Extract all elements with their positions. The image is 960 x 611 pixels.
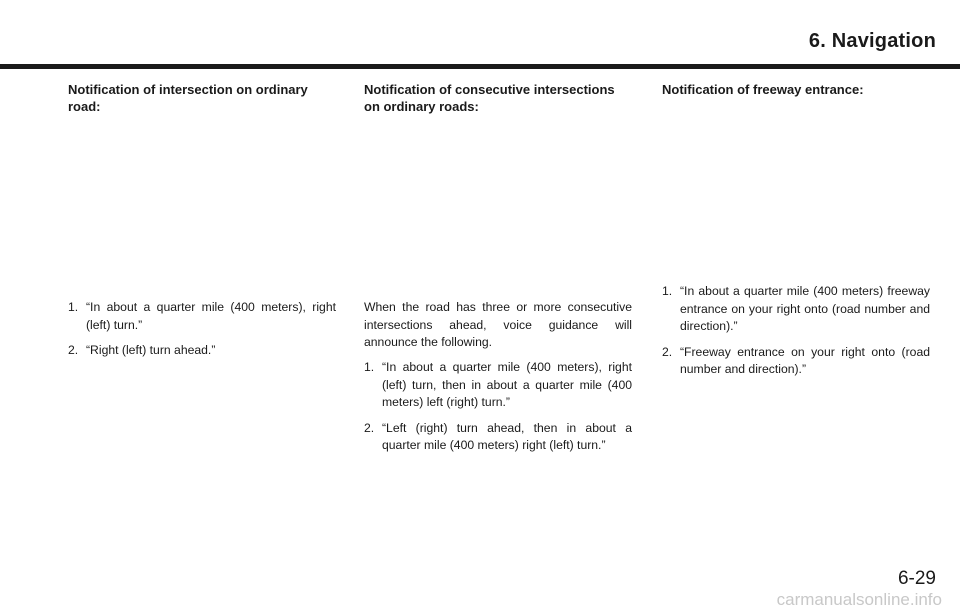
intro-paragraph: When the road has three or more consecutive intersections ahead, voice guidance will announce the following.	[364, 300, 632, 349]
list-item	[662, 283, 930, 336]
column-consecutive	[364, 81, 632, 115]
list-item-number: 1.	[68, 300, 79, 314]
list-item-text: “In about a quarter mile (400 meters) freeway entrance on your right onto (road number and direction).”	[680, 284, 930, 333]
list-item-text: “Right (left) turn ahead.”	[86, 343, 216, 357]
list-item	[662, 344, 930, 379]
list-item	[68, 342, 336, 360]
list-item	[364, 420, 632, 455]
heading-intersection: Notification of intersection on ordinary road:	[68, 82, 308, 114]
list-item-number: 2.	[364, 420, 375, 435]
list-item-text: “In about a quarter mile (400 meters), right (left) turn, then in about a quarter mile (400 meters) left (right) turn.”	[382, 360, 632, 409]
list-item-text: “Freeway entrance on your right onto (road number and direction).”	[680, 344, 930, 376]
list-consecutive	[364, 359, 632, 463]
list-item	[68, 299, 336, 334]
section-title: 6. Navigation	[808, 30, 936, 52]
list-intersection	[68, 299, 336, 368]
list-item-number: 1.	[364, 360, 375, 374]
list-item-text: “In about a quarter mile (400 meters), right (left) turn.”	[86, 300, 336, 332]
list-item	[364, 359, 632, 412]
watermark: carmanualsonline.info	[776, 590, 942, 609]
list-freeway	[662, 283, 930, 387]
heading-freeway: Notification of freeway entrance:	[662, 82, 864, 97]
page-number: 6-29	[897, 568, 936, 589]
column-freeway	[662, 81, 930, 98]
list-item-number: 2.	[662, 344, 673, 359]
column-intersection	[68, 81, 336, 115]
heading-consecutive: Notification of consecutive intersections on ordinary roads:	[364, 82, 615, 114]
list-item-text: “Left (right) turn ahead, then in about a quarter mile (400 meters) right (left) turn.”	[382, 420, 632, 452]
header-rule	[0, 64, 960, 69]
list-item-number: 2.	[68, 343, 79, 357]
list-item-number: 1.	[662, 284, 673, 298]
